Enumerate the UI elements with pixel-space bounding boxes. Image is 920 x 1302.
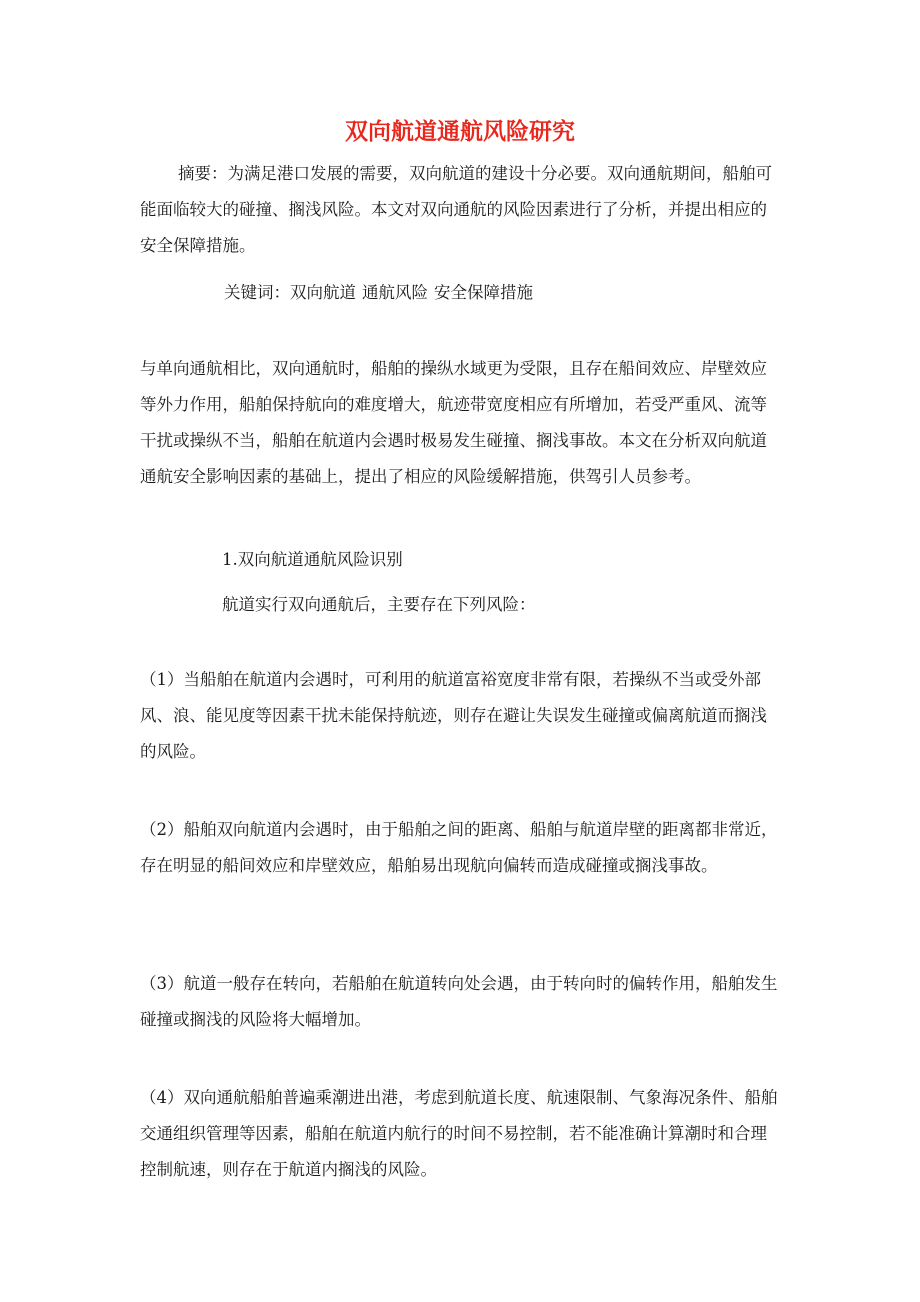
risk-item-2: （2）船舶双向航道内会遇时，由于船舶之间的距离、船舶与航道岸壁的距离都非常近，存在明显的船间效应和岸壁效应，船舶易出现航向偏转而造成碰撞或搁浅事故。: [140, 820, 778, 875]
keyword-item: 安全保障措施: [434, 283, 533, 302]
risk-item-3: （3）航道一般存在转向，若船舶在航道转向处会遇，由于转向时的偏转作用，船舶发生碰撞或搁浅的风险将大幅增加。: [140, 974, 778, 1029]
abstract-paragraph: 摘要：为满足港口发展的需要，双向航道的建设十分必要。双向通航期间，船舶可能面临较大的碰撞、搁浅风险。本文对双向通航的风险因素进行了分析，并提出相应的安全保障措施。: [140, 164, 772, 255]
risk-item-4: （4）双向通航船舶普遍乘潮进出港，考虑到航道长度、航速限制、气象海况条件、船舶交通组织管理等因素，船舶在航道内航行的时间不易控制，若不能准确计算潮时和合理控制航速，则存在于航道内搁浅的风险。: [140, 1088, 778, 1179]
keyword-item: 通航风险: [362, 283, 428, 302]
document-title: 双向航道通航风险研究: [345, 119, 575, 145]
keywords-label: 关键词：: [224, 283, 290, 302]
keywords-line: [224, 275, 533, 311]
section-heading: 1.双向航道通航风险识别: [222, 550, 403, 569]
risk-item-1: （1）当船舶在航道内会遇时，可利用的航道富裕宽度非常有限，若操纵不当或受外部风、浪、能见度等因素干扰未能保持航迹，则存在避让失误发生碰撞或偏离航道而搁浅的风险。: [140, 670, 767, 761]
intro-paragraph: 与单向通航相比，双向通航时，船舶的操纵水域更为受限，且存在船间效应、岸壁效应等外力作用，船舶保持航向的难度增大，航迹带宽度相应有所增加，若受严重风、流等干扰或操纵不当，船舶在航道内会遇时极易发生碰撞、搁浅事故。本文在分析双向航道通航安全影响因素的基础上，提出了相应的风险缓解措施，供驾引人员参考。: [140, 359, 767, 486]
keyword-item: 双向航道: [290, 283, 356, 302]
section-lead-paragraph: 航道实行双向通航后，主要存在下列风险：: [222, 595, 536, 614]
